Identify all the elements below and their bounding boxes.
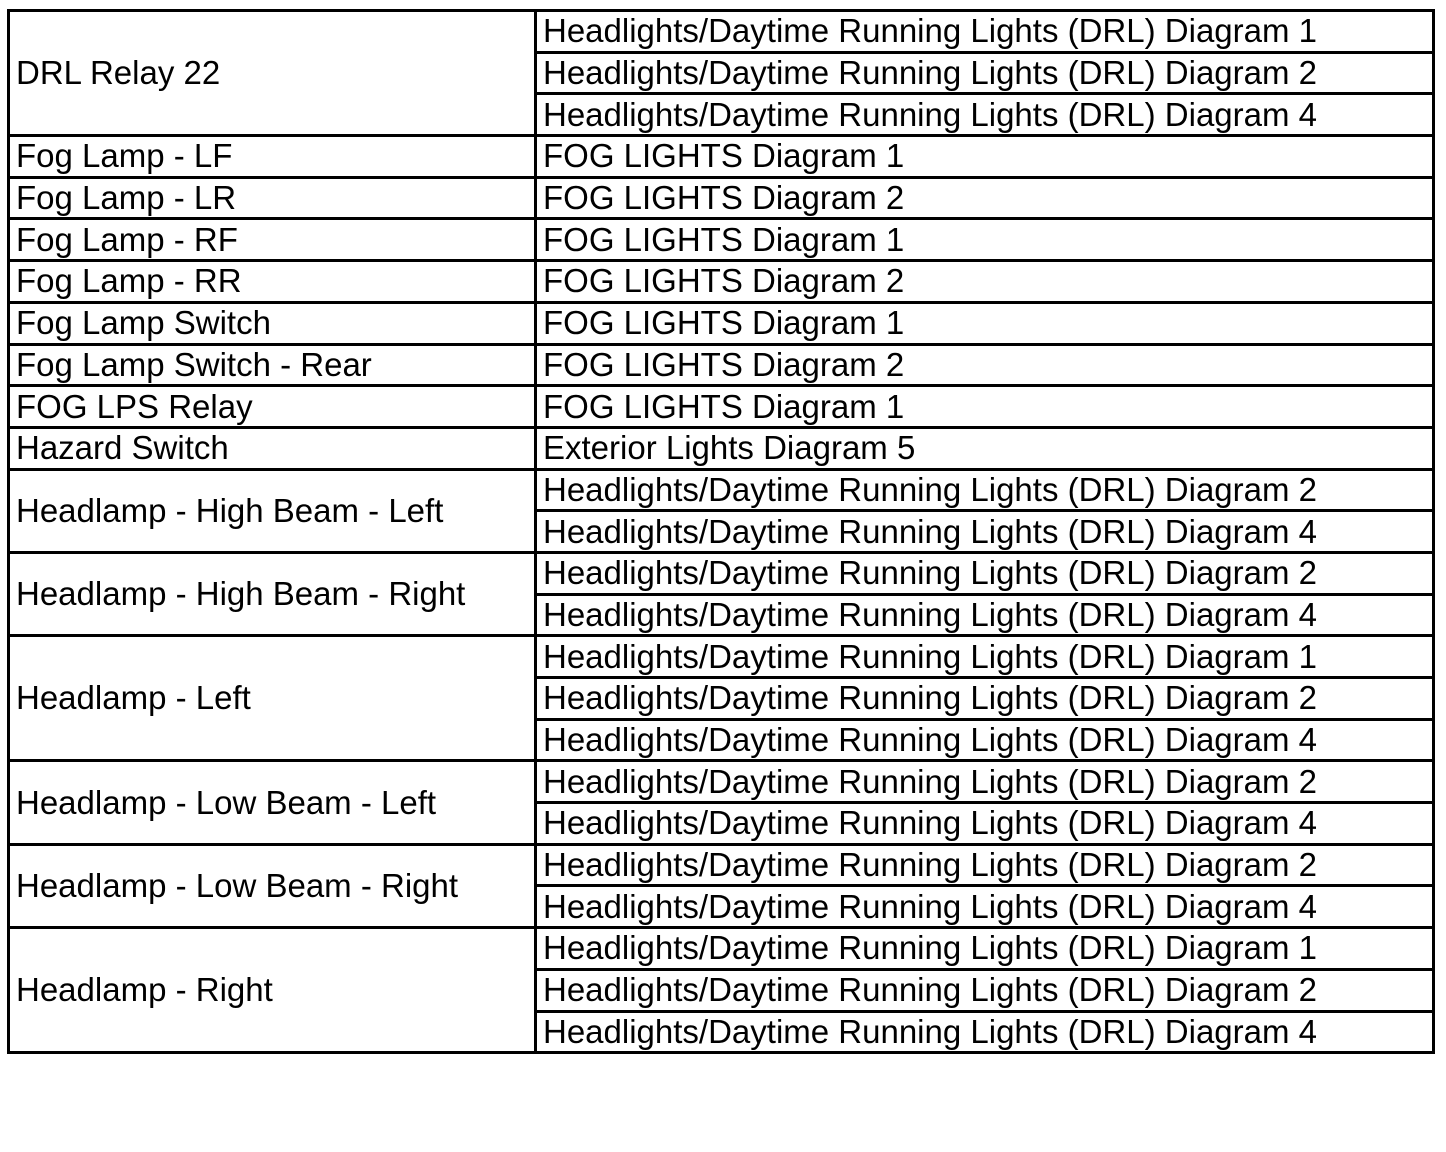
diagram-cell: FOG LIGHTS Diagram 2 [536,177,1434,219]
diagram-cell: FOG LIGHTS Diagram 1 [536,136,1434,178]
component-cell: FOG LPS Relay [9,386,536,428]
component-cell: Fog Lamp - RR [9,261,536,303]
component-cell: Fog Lamp - LF [9,136,536,178]
table-row [9,136,1434,178]
diagram-cell: Headlights/Daytime Running Lights (DRL) Diagram 1 [536,928,1434,970]
diagram-cell: Headlights/Daytime Running Lights (DRL) Diagram 4 [536,886,1434,928]
table-row [9,261,1434,303]
component-cell: Hazard Switch [9,427,536,469]
table-row [9,928,1434,970]
diagram-cell: FOG LIGHTS Diagram 2 [536,261,1434,303]
diagram-cell: Headlights/Daytime Running Lights (DRL) Diagram 2 [536,761,1434,803]
component-cell: Headlamp - High Beam - Right [9,552,536,635]
table-row [9,761,1434,803]
diagram-cell: Headlights/Daytime Running Lights (DRL) Diagram 2 [536,844,1434,886]
component-cell: Headlamp - Left [9,636,536,761]
table-row [9,844,1434,886]
diagram-cell: Headlights/Daytime Running Lights (DRL) Diagram 4 [536,594,1434,636]
component-cell: Fog Lamp - LR [9,177,536,219]
component-cell: DRL Relay 22 [9,11,536,136]
table-row [9,552,1434,594]
diagram-cell: Exterior Lights Diagram 5 [536,427,1434,469]
component-cell: Fog Lamp - RF [9,219,536,261]
table-row [9,177,1434,219]
diagram-cell: Headlights/Daytime Running Lights (DRL) Diagram 4 [536,94,1434,136]
diagram-cell: Headlights/Daytime Running Lights (DRL) Diagram 2 [536,52,1434,94]
diagram-cell: Headlights/Daytime Running Lights (DRL) Diagram 1 [536,636,1434,678]
table-row [9,302,1434,344]
table-row [9,344,1434,386]
diagram-cell: Headlights/Daytime Running Lights (DRL) Diagram 2 [536,969,1434,1011]
diagram-cell: Headlights/Daytime Running Lights (DRL) Diagram 4 [536,719,1434,761]
diagram-cell: FOG LIGHTS Diagram 2 [536,344,1434,386]
diagram-cell: Headlights/Daytime Running Lights (DRL) Diagram 2 [536,678,1434,720]
diagram-cell: FOG LIGHTS Diagram 1 [536,302,1434,344]
table-row [9,427,1434,469]
diagram-cell: FOG LIGHTS Diagram 1 [536,219,1434,261]
table-row [9,469,1434,511]
diagram-cell: Headlights/Daytime Running Lights (DRL) Diagram 4 [536,511,1434,553]
table-body [9,11,1434,1053]
component-cell: Headlamp - Right [9,928,536,1053]
diagram-cell: Headlights/Daytime Running Lights (DRL) Diagram 4 [536,803,1434,845]
table-row [9,11,1434,53]
component-cell: Headlamp - Low Beam - Right [9,844,536,927]
table-row [9,636,1434,678]
table-row [9,386,1434,428]
component-diagram-table [7,9,1435,1054]
table-row [9,219,1434,261]
component-cell: Fog Lamp Switch - Rear [9,344,536,386]
diagram-cell: FOG LIGHTS Diagram 1 [536,386,1434,428]
diagram-cell: Headlights/Daytime Running Lights (DRL) Diagram 1 [536,11,1434,53]
diagram-cell: Headlights/Daytime Running Lights (DRL) Diagram 2 [536,552,1434,594]
diagram-cell: Headlights/Daytime Running Lights (DRL) Diagram 2 [536,469,1434,511]
component-cell: Headlamp - High Beam - Left [9,469,536,552]
diagram-cell: Headlights/Daytime Running Lights (DRL) Diagram 4 [536,1011,1434,1053]
component-cell: Headlamp - Low Beam - Left [9,761,536,844]
component-cell: Fog Lamp Switch [9,302,536,344]
